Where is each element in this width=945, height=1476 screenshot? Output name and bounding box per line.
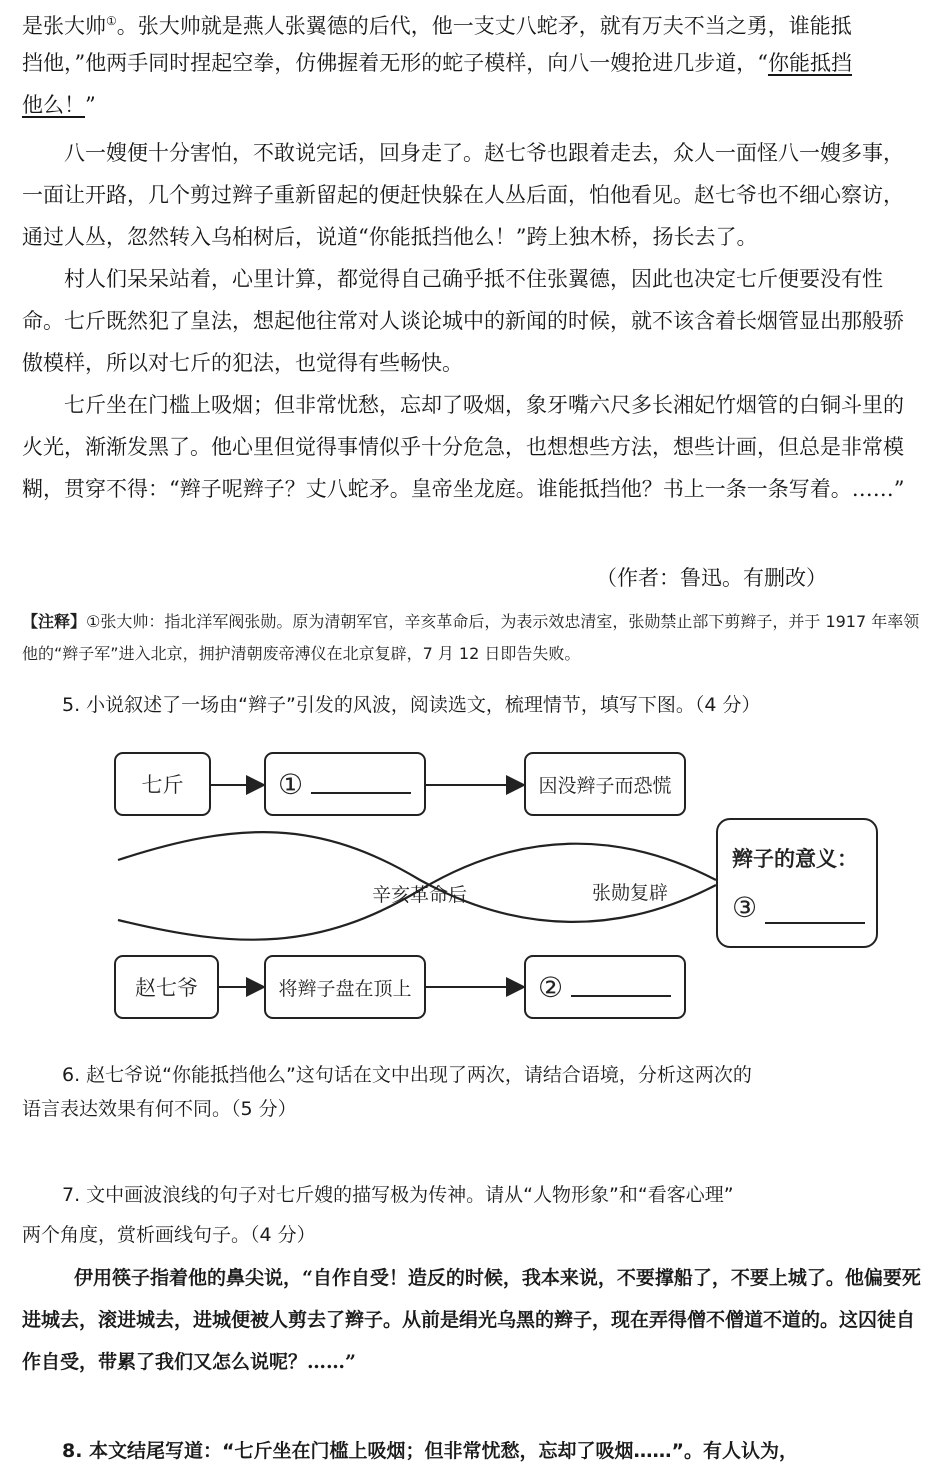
question-7-quote xyxy=(22,1257,927,1383)
box-panic xyxy=(524,752,686,816)
answer-blank xyxy=(311,774,411,794)
question-6-line-2: 语言表达效果有何不同。（5 分） xyxy=(22,1098,297,1120)
paragraph-2: 八一嫂便十分害怕，不敢说完话，回身走了。赵七爷也跟着走去，众人一面怪八一嫂多事，一面让开路，几个剪过辫子重新留起的便赶快躲在人丛后面，怕他看见。赵七爷也不细心察访，通过人丛，忽然转入乌桕树后，说道“你能抵挡他么！”跨上独木桥，扬长去了。 xyxy=(22,141,904,249)
footnote-text: ①张大帅：指北洋军阀张勋。原为清朝军官，辛亥革命后，为表示效忠清室，张勋禁止部下剪辫子，并于 1917 年率领他的“辫子军”进入北京，拥护清朝废帝溥仪在北京复辟，7 月 12 日即告失败。 xyxy=(22,612,920,663)
box-label: 将辫子盘在顶上 xyxy=(278,977,412,1000)
blank-number: ① xyxy=(278,767,304,801)
passage-text: 。张大帅就是燕人张翼德的后代，他一支丈八蛇矛，就有万夫不当之勇，谁能抵 xyxy=(116,14,852,38)
question-7-line-1: 7. 文中画波浪线的句子对七斤嫂的描写极为传神。请从“人物形象”和“看客心理” xyxy=(62,1184,734,1206)
quote-text: 伊用筷子指着他的鼻尖说，“自作自受！造反的时候，我本来说，不要撑船了，不要上城了。他偏要死进城去，滚进城去，进城便被人剪去了辫子。从前是绢光乌黑的辫子，现在弄得僧不僧道不道的。这囚徒自作自受，带累了我们又怎么说呢？……” xyxy=(22,1267,921,1373)
box-blank-2 xyxy=(524,955,686,1019)
wave-label-restoration: 张勋复辟 xyxy=(592,882,669,904)
passage-text: 挡他，”他两手同时捏起空拳，仿佛握着无形的蛇子模样，向八一嫂抢进几步道，“ xyxy=(22,51,768,75)
box-meaning xyxy=(716,818,878,948)
wave-line-upper xyxy=(118,832,716,922)
answer-blank xyxy=(765,904,865,924)
question-7-line-2: 两个角度，赏析画线句子。（4 分） xyxy=(22,1224,316,1246)
box-label: 因没辫子而恐慌 xyxy=(538,774,672,797)
paragraph-3: 村人们呆呆站着，心里计算，都觉得自己确乎抵不住张翼德，因此也决定七斤便要没有性命。七斤既然犯了皇法，想起他往常对人谈论城中的新闻的时候，就不该含着长烟管显出那般骄傲模样，所以对七斤的犯法，也觉得有些畅快。 xyxy=(22,267,904,375)
question-6-line-1: 6. 赵七爷说“你能抵挡他么”这句话在文中出现了两次，请结合语境，分析这两次的 xyxy=(62,1064,752,1086)
paragraph-4: 七斤坐在门槛上吸烟；但非常忧愁，忘却了吸烟，象牙嘴六尺多长湘妃竹烟管的白铜斗里的火光，渐渐发黑了。他心里但觉得事情似乎十分危急，也想想些方法，想些计画，但总是非常模糊，贯穿不得：“辫子呢辫子？丈八蛇矛。皇帝坐龙庭。谁能抵挡他？书上一条一条写着。……” xyxy=(22,393,905,501)
blank-number: ② xyxy=(538,970,564,1004)
box-zhao xyxy=(114,955,219,1019)
underlined-quote: 你能抵挡 xyxy=(767,51,852,75)
box-blank-1 xyxy=(264,752,426,816)
box-label: 辫子的意义： xyxy=(732,846,858,871)
author-credit: （作者：鲁迅。有删改） xyxy=(596,566,827,590)
footnote-label: 【注释】 xyxy=(22,612,87,631)
box-label: 七斤 xyxy=(141,773,184,797)
footnote-marker: ① xyxy=(106,14,117,28)
box-qijin xyxy=(114,752,211,816)
box-label: 赵七爷 xyxy=(135,976,198,1000)
wave-label-xinhai: 辛亥革命后 xyxy=(372,884,468,906)
answer-blank xyxy=(571,977,671,997)
question-5: 5. 小说叙述了一场由“辫子”引发的风波，阅读选文，梳理情节，填写下图。（4 分） xyxy=(62,694,761,716)
box-coil xyxy=(264,955,426,1019)
passage-text: ” xyxy=(85,93,96,117)
question-8: 8. 本文结尾写道：“七斤坐在门槛上吸烟；但非常忧愁，忘却了吸烟……”。有人认为， xyxy=(62,1440,799,1462)
underlined-quote: 他么！ xyxy=(22,93,85,117)
passage-text: 是张大帅 xyxy=(22,14,106,38)
blank-number: ③ xyxy=(732,890,758,924)
